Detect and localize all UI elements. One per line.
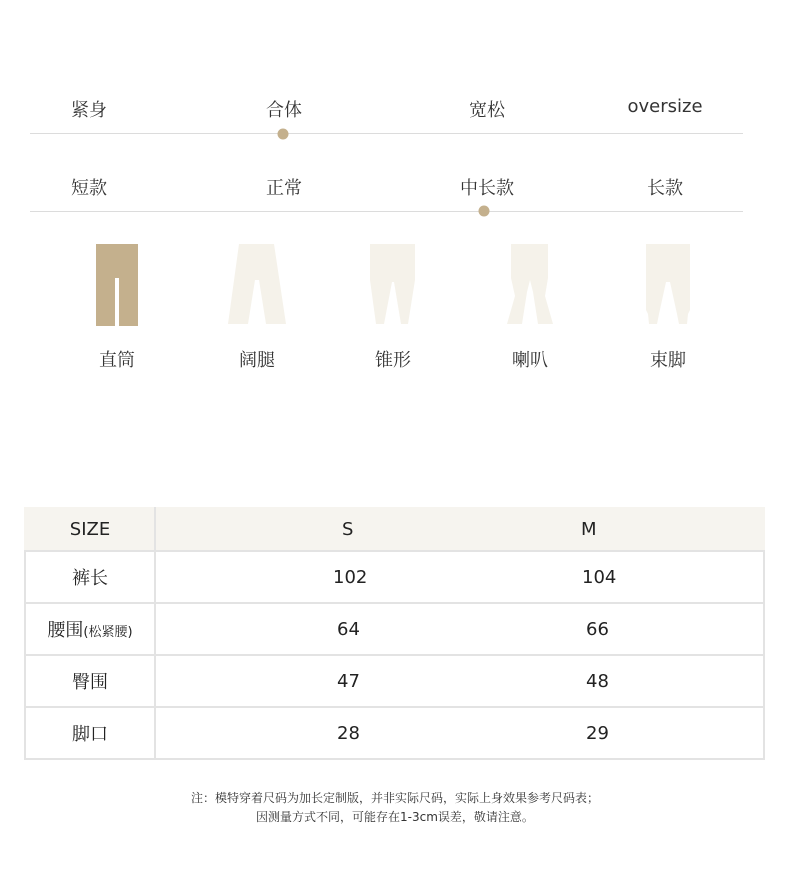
tapered-pants-icon	[363, 240, 423, 326]
leg-shape-straight	[77, 240, 157, 372]
note-line-1: 注：模特穿着尺码为加长定制版，并非实际尺码，实际上身效果参考尺码表；	[190, 791, 599, 805]
leg-shape-label: 直筒	[99, 350, 135, 371]
fit-label-loose: 宽松	[469, 100, 505, 121]
length-label-midlong: 中长款	[460, 178, 514, 199]
value-m: 66	[540, 603, 764, 655]
length-scale-line	[30, 211, 743, 212]
table-row	[25, 707, 764, 759]
wide-leg-pants-icon	[222, 240, 292, 326]
header-s: S	[155, 508, 540, 551]
table-row	[25, 655, 764, 707]
length-label-normal: 正常	[266, 178, 302, 199]
leg-shape-label: 束脚	[650, 350, 686, 371]
straight-pants-icon	[87, 240, 147, 326]
value-m: 48	[540, 655, 764, 707]
row-label: 脚口	[25, 707, 155, 759]
leg-shape-label: 喇叭	[512, 350, 548, 371]
row-label: 腰围(松紧腰)	[25, 603, 155, 655]
size-note	[0, 789, 790, 827]
length-label-long: 长款	[647, 178, 683, 199]
row-label: 裤长	[25, 551, 155, 603]
leg-shape-row	[0, 240, 790, 380]
value-s: 28	[155, 707, 540, 759]
leg-shape-label: 锥形	[375, 350, 411, 371]
note-line-2: 因测量方式不同，可能存在1-3cm误差，敬请注意。	[256, 810, 534, 824]
fit-label-oversize: oversize	[627, 96, 703, 117]
fit-scale-line	[30, 133, 743, 134]
header-m: M	[540, 508, 764, 551]
jogger-pants-icon	[638, 240, 698, 326]
fit-scale-marker	[278, 129, 289, 140]
value-s: 102	[155, 551, 540, 603]
value-m: 29	[540, 707, 764, 759]
table-row	[25, 603, 764, 655]
value-s: 47	[155, 655, 540, 707]
value-s: 64	[155, 603, 540, 655]
leg-shape-wide	[217, 240, 297, 372]
length-scale-marker	[479, 206, 490, 217]
length-scale	[30, 174, 743, 234]
value-m: 104	[540, 551, 764, 603]
size-table-header	[25, 508, 764, 551]
header-size: SIZE	[25, 508, 155, 551]
leg-shape-label: 阔腿	[239, 350, 275, 371]
row-label: 臀围	[25, 655, 155, 707]
flare-pants-icon	[498, 240, 562, 326]
size-table	[24, 507, 765, 760]
fit-scale	[30, 96, 743, 156]
fit-label-tight: 紧身	[71, 100, 107, 121]
leg-shape-jogger	[628, 240, 708, 372]
fit-label-regular: 合体	[266, 100, 302, 121]
leg-shape-tapered	[353, 240, 433, 372]
length-label-short: 短款	[71, 178, 107, 199]
leg-shape-flare	[490, 240, 570, 372]
table-row	[25, 551, 764, 603]
